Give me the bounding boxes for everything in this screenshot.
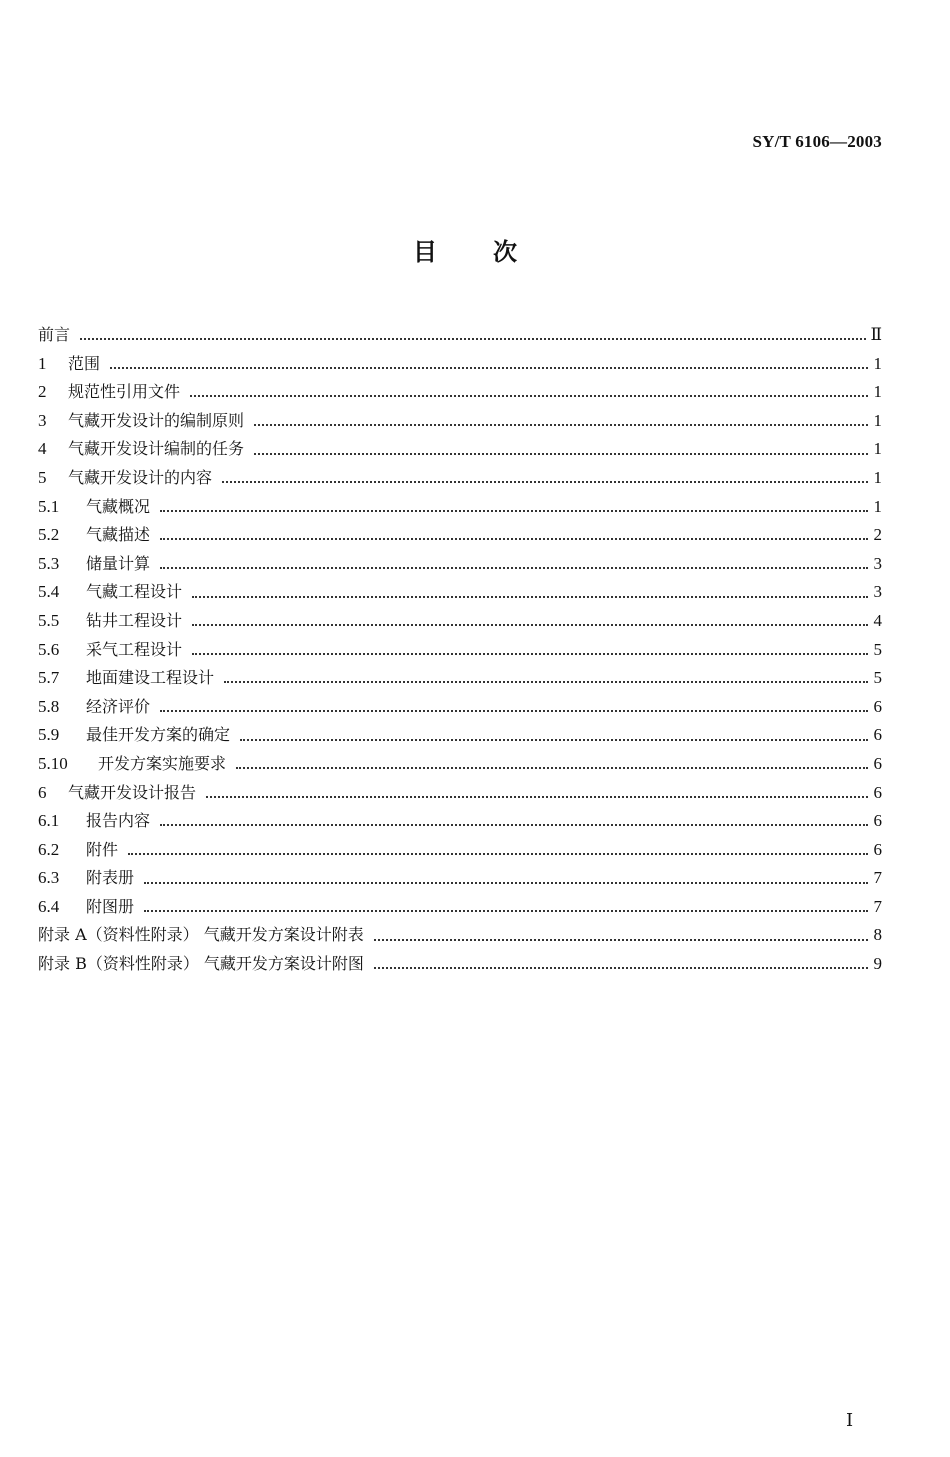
toc-entry-number: 6.1 [38,811,60,831]
toc-entry-5-4[interactable] [38,578,882,607]
toc-entry-title: 采气工程设计 [86,639,183,659]
toc-entry-2[interactable] [38,378,882,407]
toc-entry-number: 5.8 [38,696,60,716]
toc-entry-number: 5 [38,467,47,487]
toc-entry-page: Ⅱ [870,325,882,344]
toc-entry-title: 最佳开发方案的确定 [86,725,231,745]
toc-leader-dots [144,910,868,912]
toc-entry-page: 5 [873,668,882,688]
toc-entry-title: 气藏描述 [86,525,151,545]
toc-entry-title: 附表册 [86,868,135,888]
toc-entry-5-2[interactable] [38,521,882,550]
toc-entry-title: 气藏开发设计编制的任务 [68,439,245,459]
toc-entry-number: 5.9 [38,725,60,745]
toc-entry-page: 1 [873,410,882,430]
toc-leader-dots [80,338,866,340]
toc-leader-dots [192,596,868,598]
toc-leader-dots [110,367,868,369]
toc-entry-page: 1 [873,467,882,487]
toc-entry-page: 2 [873,525,882,545]
toc-entry-title: 附件 [86,839,119,859]
toc-entry-title: 气藏工程设计 [86,582,183,602]
toc-entry-page: 1 [873,382,882,402]
toc-entry-page: 1 [873,439,882,459]
toc-entry-appendix-a[interactable] [38,921,882,950]
toc-leader-dots [128,853,868,855]
toc-entry-title: 经济评价 [86,696,151,716]
toc-leader-dots [160,567,868,569]
toc-entry-page: 6 [873,696,882,716]
toc-leader-dots [374,967,868,969]
toc-entry-number: 6.2 [38,839,60,859]
toc-leader-dots [254,424,868,426]
toc-entry-title: 开发方案实施要求 [98,753,227,773]
toc-leader-dots [160,510,868,512]
toc-entry-number: 5.6 [38,639,60,659]
toc-leader-dots [222,481,868,483]
toc-leader-dots [192,624,868,626]
toc-leader-dots [190,395,868,397]
toc-entry-title: 前言 [38,325,71,344]
toc-entry-5-9[interactable] [38,721,882,750]
toc-entry-title: 气藏开发设计的内容 [68,467,213,487]
toc-entry-foreword[interactable] [38,321,882,350]
toc-entry-number: 5.10 [38,753,68,773]
toc-leader-dots [192,653,868,655]
toc-entry-page: 1 [873,496,882,516]
toc-entry-page: 7 [873,868,882,888]
toc-entry-number: 6 [38,782,47,802]
toc-entry-number: 6.3 [38,868,60,888]
toc-entry-5-8[interactable] [38,693,882,722]
toc-leader-dots [160,824,868,826]
toc-entry-number: 5.1 [38,496,60,516]
toc-entry-page: 6 [873,811,882,831]
toc-entry-title: 储量计算 [86,553,151,573]
toc-entry-5-10[interactable] [38,750,882,779]
toc-entry-number: 3 [38,410,47,430]
toc-entry-page: 5 [873,639,882,659]
toc-entry-title: 规范性引用文件 [68,382,181,402]
toc-leader-dots [240,739,868,741]
toc-entry-5-6[interactable] [38,636,882,665]
toc-entry-appendix-b[interactable] [38,950,882,979]
toc-entry-6-1[interactable] [38,807,882,836]
toc-entry-title: 报告内容 [86,811,151,831]
toc-entry-number: 5.7 [38,668,60,688]
toc-entry-6-4[interactable] [38,893,882,922]
toc-entry-5-1[interactable] [38,493,882,522]
toc-leader-dots [144,882,868,884]
toc-entry-title: 地面建设工程设计 [86,668,215,688]
table-of-contents [38,321,882,979]
toc-entry-number: 5.4 [38,582,60,602]
toc-entry-number: 4 [38,439,47,459]
toc-leader-dots [236,767,868,769]
toc-entry-page: 8 [873,925,882,945]
toc-entry-title: 气藏开发设计报告 [68,782,197,802]
toc-entry-title: 气藏开发设计的编制原则 [68,410,245,430]
toc-entry-3[interactable] [38,407,882,436]
toc-entry-6-3[interactable] [38,864,882,893]
toc-entry-page: 7 [873,896,882,916]
toc-entry-5[interactable] [38,464,882,493]
toc-leader-dots [160,710,868,712]
toc-entry-title: 附录 A（资料性附录） 气藏开发方案设计附表 [38,925,364,945]
toc-entry-6-2[interactable] [38,836,882,865]
toc-entry-page: 9 [873,954,882,974]
toc-entry-5-7[interactable] [38,664,882,693]
toc-entry-page: 1 [873,353,882,373]
toc-entry-page: 3 [873,553,882,573]
toc-entry-1[interactable] [38,350,882,379]
toc-entry-6[interactable] [38,779,882,808]
toc-entry-number: 5.2 [38,525,60,545]
toc-leader-dots [206,796,868,798]
toc-leader-dots [160,538,868,540]
toc-entry-number: 2 [38,382,47,402]
toc-entry-5-5[interactable] [38,607,882,636]
toc-leader-dots [254,453,868,455]
toc-entry-title: 钻井工程设计 [86,610,183,630]
toc-entry-page: 6 [873,725,882,745]
page-number: Ⅰ [846,1410,854,1430]
toc-entry-number: 1 [38,353,47,373]
toc-leader-dots [224,681,868,683]
toc-entry-title: 气藏概况 [86,496,151,516]
toc-entry-title: 附图册 [86,896,135,916]
toc-entry-page: 6 [873,782,882,802]
toc-leader-dots [374,939,868,941]
toc-entry-title: 范围 [68,353,101,373]
page-title: 目次 [413,238,573,266]
toc-entry-page: 4 [873,610,882,630]
toc-entry-number: 5.5 [38,610,60,630]
toc-entry-page: 6 [873,839,882,859]
document-number: SY/T 6106—2003 [752,132,882,151]
toc-entry-number: 5.3 [38,553,60,573]
toc-entry-5-3[interactable] [38,550,882,579]
toc-entry-page: 6 [873,753,882,773]
toc-entry-page: 3 [873,582,882,602]
toc-entry-number: 6.4 [38,896,60,916]
toc-entry-4[interactable] [38,435,882,464]
toc-entry-title: 附录 B（资料性附录） 气藏开发方案设计附图 [38,954,364,974]
